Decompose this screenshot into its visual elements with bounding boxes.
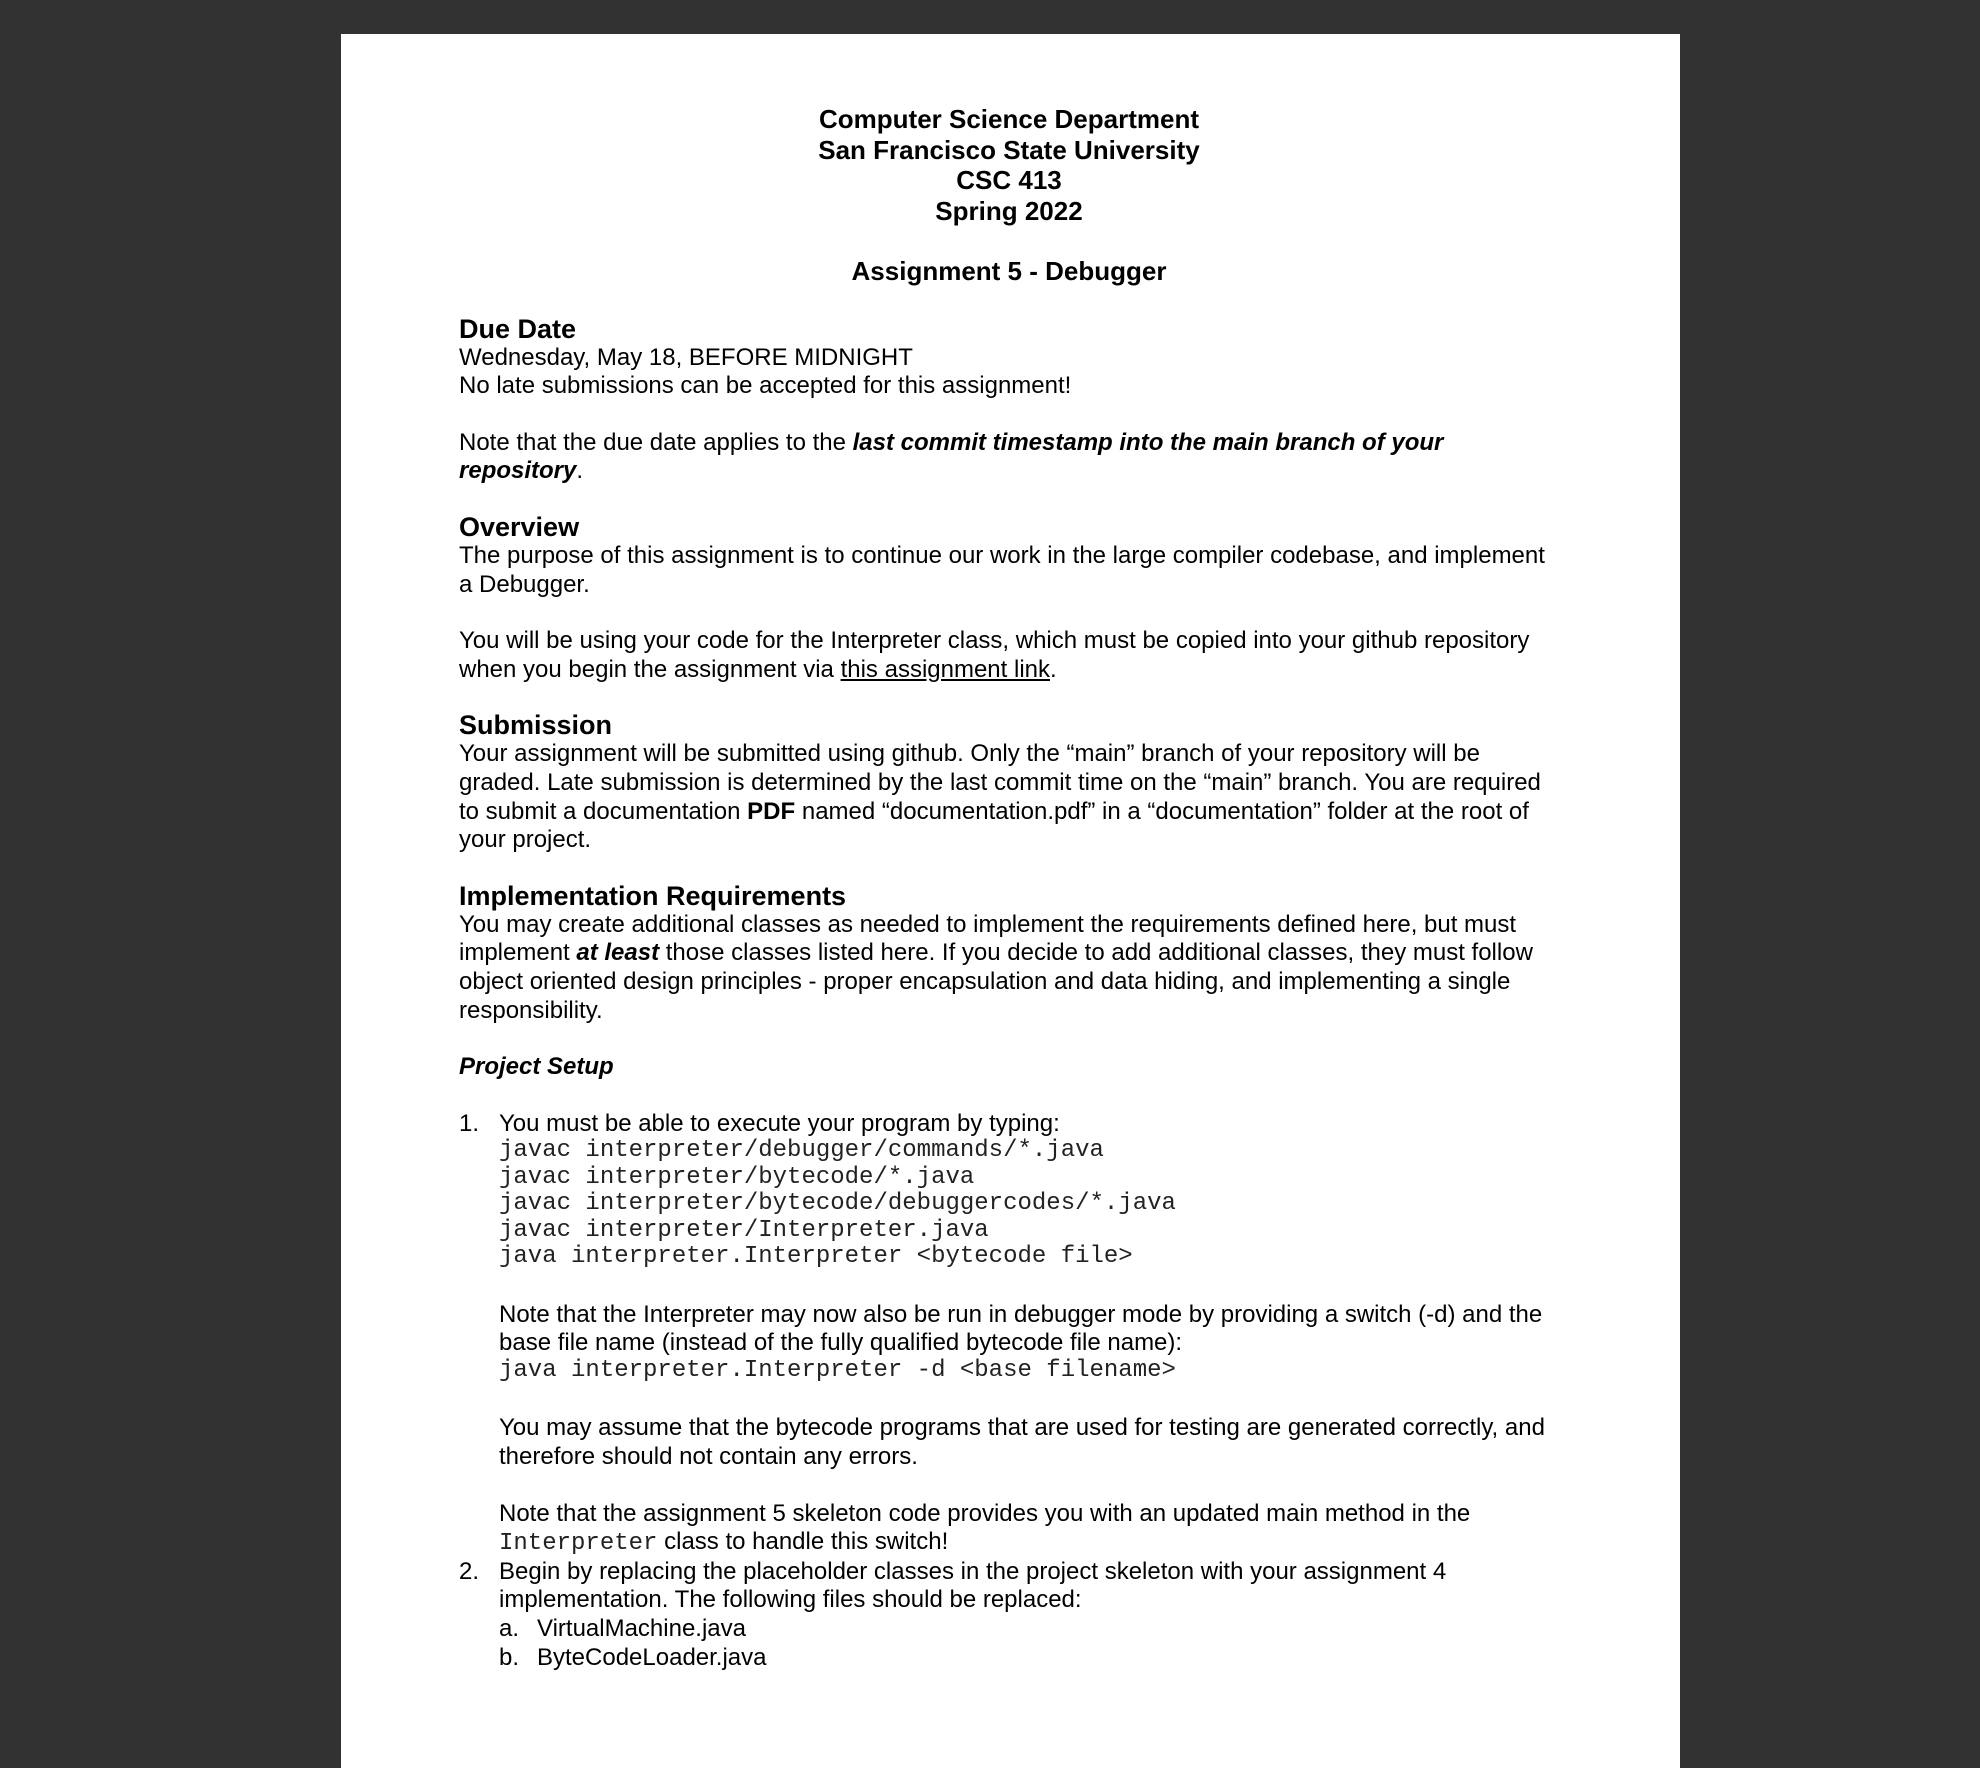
due-date-note-emphasis: last commit timestamp into the main branch of your repository bbox=[459, 428, 1444, 485]
command-line: javac interpreter/bytecode/debuggercodes/*.java bbox=[499, 1190, 1176, 1218]
list-item bbox=[459, 1558, 1559, 1672]
project-setup-heading: Project Setup bbox=[459, 1053, 614, 1081]
overview-para-2: You will be using your code for the Interpreter class, which must be copied into your github repository when you begin the assignment via this assignment link. bbox=[459, 627, 1530, 683]
debug-command: java interpreter.Interpreter -d <base filename> bbox=[499, 1356, 1176, 1384]
due-date-text: Wednesday, May 18, BEFORE MIDNIGHT bbox=[459, 343, 913, 371]
sub-list-text: ByteCodeLoader.java bbox=[537, 1643, 767, 1671]
header-course: CSC 413 bbox=[956, 165, 1062, 195]
submission-heading: Submission bbox=[459, 710, 613, 741]
item2-text: Begin by replacing the placeholder classes in the project skeleton with your assignment 4 implementation. The following files should be replaced: bbox=[499, 1557, 1447, 1614]
implementation-heading: Implementation Requirements bbox=[459, 880, 847, 911]
header-term: Spring 2022 bbox=[935, 195, 1083, 226]
assignment-title: Assignment 5 - Debugger bbox=[851, 256, 1167, 286]
sub-list-label: a. bbox=[499, 1614, 520, 1642]
list-number: 1. bbox=[459, 1109, 480, 1137]
overview-para-1: The purpose of this assignment is to continue our work in the large compiler codebase, and implement a Debugger. bbox=[459, 541, 1545, 598]
submission-text: Your assignment will be submitted using github. Only the “main” branch of your repository will be graded. Late submission is determined by the last commit time on the “main” branch. You are required to submit a documentation PDF named “documentation.pdf” in a “documentation” folder at the root of your project. bbox=[459, 740, 1541, 854]
sub-list-label: b. bbox=[499, 1643, 520, 1671]
sub-list-item bbox=[499, 1644, 1559, 1673]
at-least-emphasis: at least bbox=[576, 939, 660, 967]
sub-list-text: VirtualMachine.java bbox=[537, 1614, 747, 1642]
implementation-text: You may create additional classes as needed to implement the requirements defined here, but must implement at least those classes listed here. If you decide to add additional classes, they must follow object oriented design principles - proper encapsulation and data hiding, and implementing a single responsibility. bbox=[459, 910, 1533, 1024]
debug-note: Note that the Interpreter may now also be run in debugger mode by providing a switch (-d) and the base file name (instead of the fully qualified bytecode file name): bbox=[499, 1300, 1543, 1357]
pdf-bold: PDF bbox=[747, 797, 796, 825]
item1-intro: You must be able to execute your program by typing: bbox=[499, 1109, 1060, 1137]
command-block bbox=[499, 1138, 1559, 1271]
command-line: javac interpreter/bytecode/*.java bbox=[499, 1163, 975, 1191]
skeleton-note: Note that the assignment 5 skeleton code provides you with an updated main method in the bbox=[499, 1499, 1471, 1527]
document-header bbox=[459, 104, 1559, 226]
sub-list-item bbox=[499, 1615, 1559, 1644]
assignment-link[interactable]: this assignment link bbox=[840, 655, 1051, 683]
due-date-heading: Due Date bbox=[459, 313, 577, 344]
assume-note: You may assume that the bytecode programs that are used for testing are generated correctly, and therefore should not contain any errors. bbox=[499, 1414, 1545, 1471]
list-item bbox=[459, 1110, 1559, 1558]
skeleton-note-line2: Interpreter class to handle this switch! bbox=[499, 1528, 949, 1558]
document-page bbox=[341, 34, 1680, 1768]
overview-heading: Overview bbox=[459, 511, 580, 542]
header-department: Computer Science Department bbox=[819, 104, 1199, 134]
command-line: javac interpreter/Interpreter.java bbox=[499, 1216, 989, 1244]
list-number: 2. bbox=[459, 1557, 480, 1585]
no-late-text: No late submissions can be accepted for this assignment! bbox=[459, 372, 1072, 400]
document-content bbox=[459, 104, 1559, 1672]
due-date-note: Note that the due date applies to the last commit timestamp into the main branch of your repository. bbox=[459, 428, 1444, 485]
interpreter-class-code: Interpreter bbox=[499, 1530, 658, 1558]
command-line: javac interpreter/debugger/commands/*.java bbox=[499, 1137, 1104, 1165]
command-line: java interpreter.Interpreter <bytecode file> bbox=[499, 1243, 1133, 1271]
setup-list bbox=[459, 1110, 1559, 1672]
header-university: San Francisco State University bbox=[818, 134, 1200, 165]
